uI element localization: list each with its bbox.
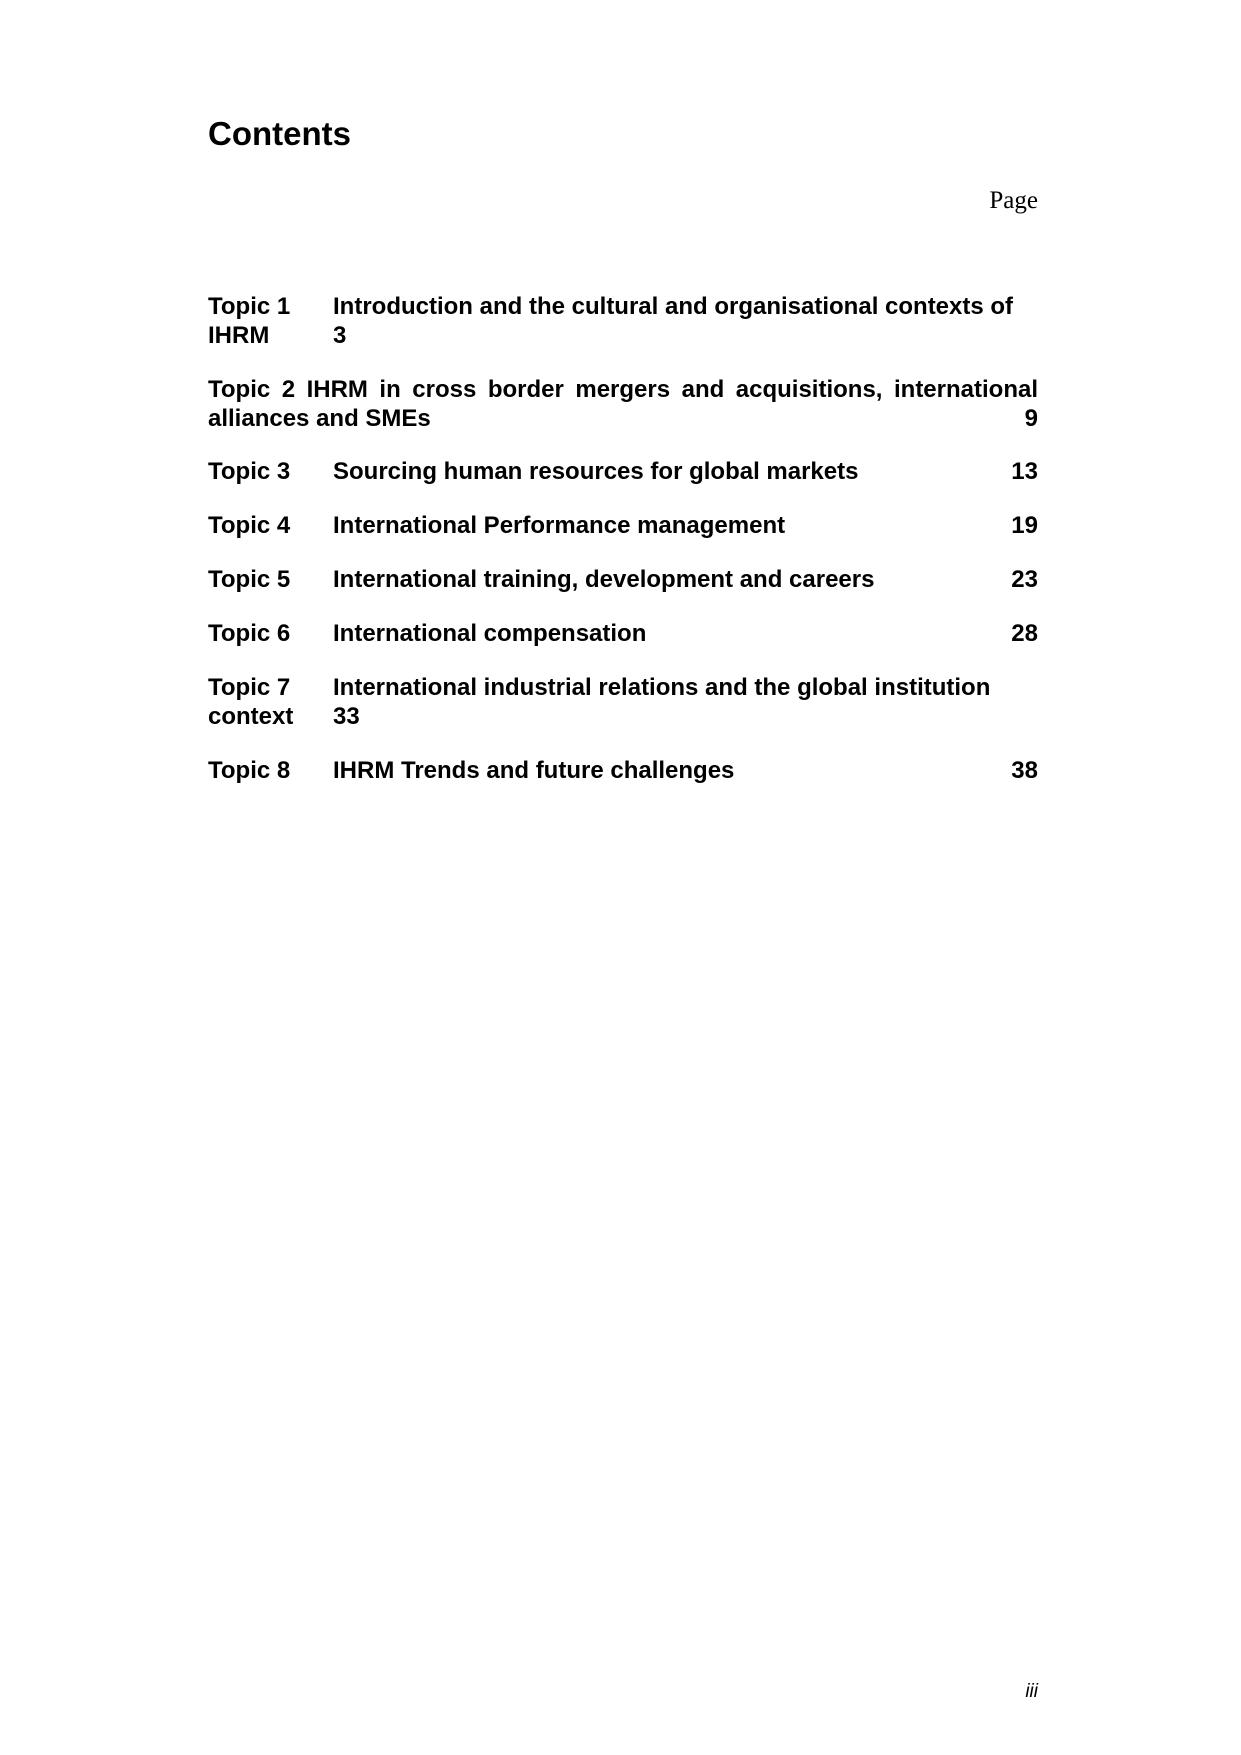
toc-page-number: 28 xyxy=(1011,620,1038,647)
toc-entry-topic-7-continued xyxy=(208,702,1038,731)
toc-topic-label: Topic 3 xyxy=(208,458,291,485)
page-column-label: Page xyxy=(989,187,1038,214)
page-title: Contents xyxy=(208,115,351,152)
footer-page-number: iii xyxy=(1025,1681,1038,1702)
toc-page-number: 19 xyxy=(1011,512,1038,539)
toc-entry-topic-1 xyxy=(208,292,1038,321)
toc-topic-title-continued: alliances and SMEs xyxy=(208,405,431,432)
toc-topic-title: International training, development and careers xyxy=(333,566,875,593)
toc-topic-title: IHRM Trends and future challenges xyxy=(333,757,735,784)
toc-entry-topic-6 xyxy=(208,619,1038,648)
toc-page-number: 33 xyxy=(333,703,360,730)
toc-topic-title: International compensation xyxy=(333,620,647,647)
toc-page-number: 9 xyxy=(1024,405,1038,432)
toc-topic-label-continued: context xyxy=(208,703,294,730)
toc-topic-title: International Performance management xyxy=(333,512,786,539)
toc-entry-topic-5 xyxy=(208,565,1038,594)
toc-topic-title: Sourcing human resources for global markets xyxy=(333,458,859,485)
toc-entry-topic-3 xyxy=(208,457,1038,486)
toc-topic-title: Introduction and the cultural and organisational contexts of xyxy=(333,293,1014,320)
toc-entry-topic-2: Topic 2 IHRM in cross border mergers and acquisitions, international xyxy=(208,376,1038,403)
toc-topic-label: Topic 1 xyxy=(208,293,291,320)
toc-topic-label: Topic 4 xyxy=(208,512,291,539)
toc-topic-label-continued: IHRM xyxy=(208,322,270,349)
toc-page-number: 3 xyxy=(333,322,347,349)
toc-topic-label: Topic 8 xyxy=(208,757,291,784)
toc-topic-label: Topic 7 xyxy=(208,674,291,701)
toc-topic-title: International industrial relations and the global institution xyxy=(333,674,991,701)
toc-page-number: 23 xyxy=(1011,566,1038,593)
toc-entry-topic-4 xyxy=(208,511,1038,540)
toc-entry-topic-1-continued xyxy=(208,321,1038,350)
toc-page-number: 13 xyxy=(1011,458,1038,485)
toc-page-number: 38 xyxy=(1011,757,1038,784)
toc-topic-label: Topic 6 xyxy=(208,620,291,647)
toc-entry-topic-8 xyxy=(208,756,1038,785)
toc-entry-topic-7 xyxy=(208,673,1038,702)
toc-entry-topic-2-continued xyxy=(208,404,1038,433)
toc-topic-label: Topic 5 xyxy=(208,566,291,593)
